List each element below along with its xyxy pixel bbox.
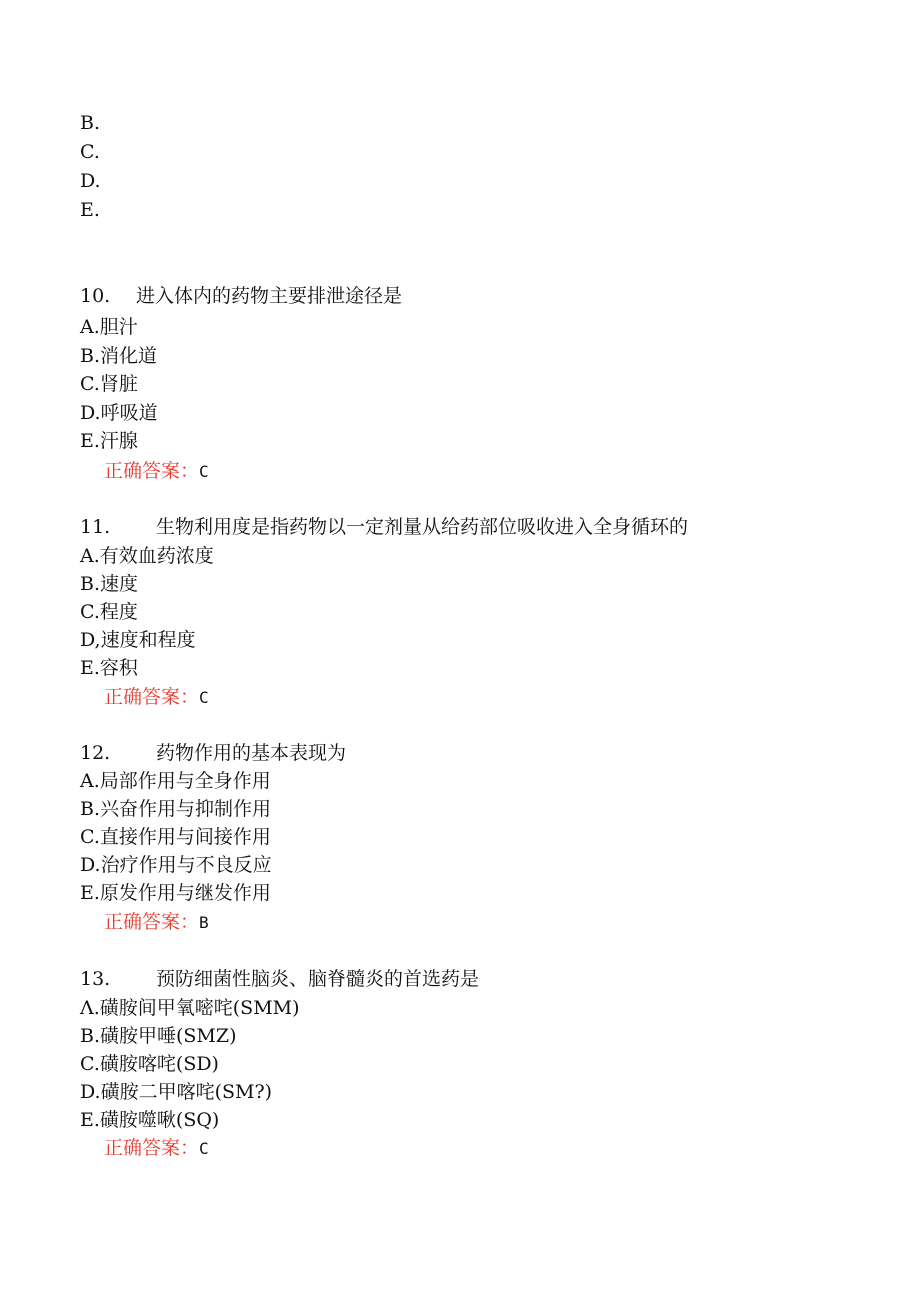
question-number: 10. [80,285,111,307]
option-line: B.兴奋作用与抑制作用 [80,798,272,820]
option-line: B.磺胺甲唾(SMZ) [80,1025,237,1047]
correct-answer [104,1136,209,1161]
option-line: E. [80,199,100,221]
option-line: D.呼吸道 [80,402,158,424]
option-line: A.局部作用与全身作用 [80,770,271,792]
question-number: 13. [80,968,111,990]
option-line: E.原发作用与继发作用 [80,882,271,904]
option-line: C.磺胺喀咤(SD) [80,1053,219,1075]
option-line: D.磺胺二甲喀咤(SM?) [80,1081,273,1103]
option-line: E.容积 [80,657,138,679]
option-line: C.程度 [80,601,138,623]
answer-label: 正确答案： [104,911,200,933]
answer-label: 正确答案： [104,1137,200,1159]
question-text: 预防细菌性脑炎、脑脊髓炎的首选药是 [156,968,480,990]
question-number: 12. [80,742,111,764]
question-stem [80,967,479,991]
question-stem [80,515,688,539]
option-line: D,速度和程度 [80,629,196,651]
question-number: 11. [80,516,111,538]
question-text: 进入体内的药物主要排泄途径是 [136,285,403,307]
answer-label: 正确答案： [104,460,200,482]
option-line: C. [80,141,100,163]
answer-value: C [199,462,209,481]
question-stem [80,284,402,308]
option-line: E.磺胺噬啾(SQ) [80,1109,220,1131]
question-stem [80,741,346,765]
option-line: A.胆汁 [80,316,138,338]
option-line: E.汗腺 [80,430,138,452]
option-line: B. [80,112,101,134]
option-line: Λ.磺胺间甲氧嘧咤(SMM) [80,997,300,1019]
answer-value: C [199,688,209,707]
option-line: C.直接作用与间接作用 [80,826,271,848]
option-line: B.消化道 [80,345,158,367]
correct-answer [104,459,209,484]
answer-label: 正确答案： [104,686,200,708]
option-line: A.有效血药浓度 [80,545,214,567]
answer-value: C [199,1139,209,1158]
answer-value: B [199,913,209,932]
correct-answer [104,685,209,710]
question-text: 药物作用的基本表现为 [156,742,347,764]
option-line: B.速度 [80,573,139,595]
option-line: C.肾脏 [80,373,138,395]
option-line: D. [80,170,101,192]
question-text: 生物利用度是指药物以一定剂量从给药部位吸收进入全身循环的 [156,516,689,538]
option-line: D.治疗作用与不良反应 [80,854,272,876]
correct-answer [104,910,209,935]
